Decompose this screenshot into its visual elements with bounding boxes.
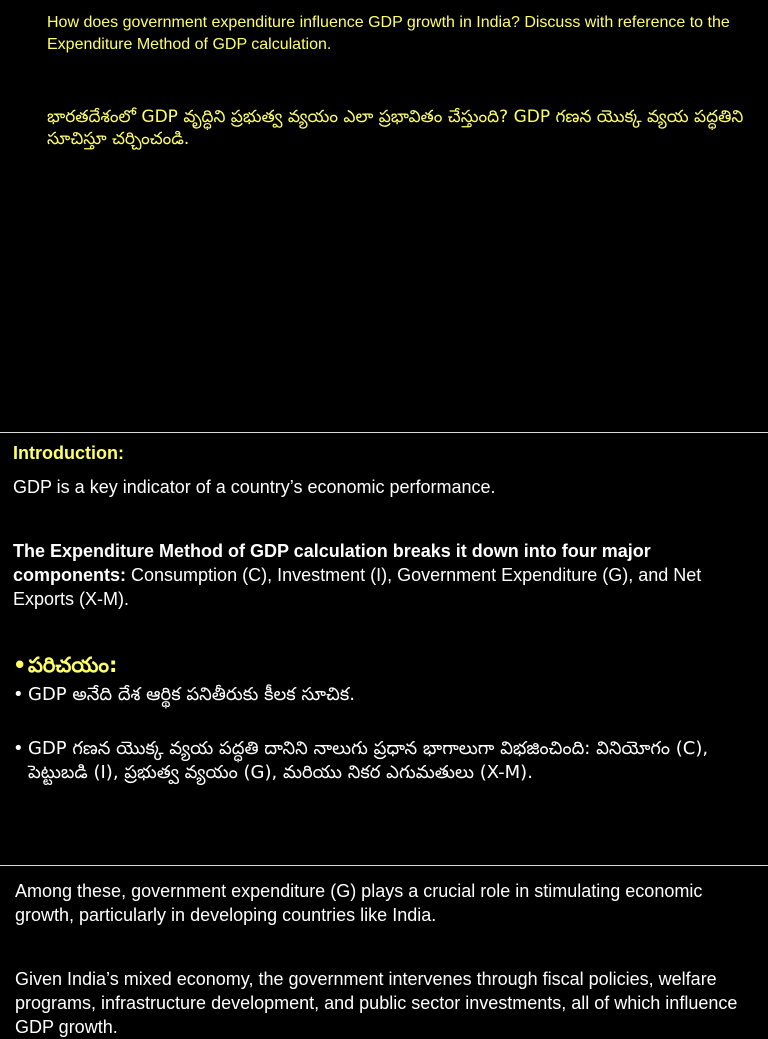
bullet-icon: • <box>13 738 24 759</box>
expenditure-method-paragraph <box>13 539 755 611</box>
government-expenditure-paragraph: Among these, government expenditure (G) plays a crucial role in stimulating economic growth, particularly in developing countries like India. <box>15 881 703 925</box>
telugu-item-text: GDP అనేది దేశ ఆర్థిక పనితీరుకు కీలక సూచిక. <box>28 684 355 705</box>
expenditure-method-components: Consumption (C), Investment (I), Government Expenditure (G), and Net Exports (X-M). <box>13 565 702 609</box>
question-english: How does government expenditure influence GDP growth in India? Discuss with reference to the Expenditure Method of GDP calculation. <box>47 14 730 53</box>
slide-introduction <box>0 433 768 865</box>
mixed-economy-paragraph: Given India’s mixed economy, the government intervenes through fiscal policies, welfare programs, infrastructure development, and public sector investments, all of which influence GDP growth. <box>15 969 738 1037</box>
telugu-heading-text: పరిచయం: <box>28 653 118 677</box>
list-item <box>13 683 755 707</box>
telugu-introduction-heading <box>13 651 755 679</box>
introduction-heading: Introduction: <box>13 443 124 463</box>
expenditure-method-bold: The Expenditure Method of GDP calculation breaks it down into four major components: <box>13 541 651 585</box>
telugu-item-text: GDP గణన యొక్క వ్యయ పద్ధతి దానిని నాలుగు ప్రధాన భాగాలుగా విభజించింది: వినియోగం (C), పెట్టుబడి (I), ప్రభుత్వ వ్యయం (G), మరియు నికర ఎగుమతులు (X-M). <box>28 738 709 783</box>
question-telugu: భారతదేశంలో GDP వృద్ధిని ప్రభుత్వ వ్యయం ఎలా ప్రభావితం చేస్తుంది? GDP గణన యొక్క వ్యయ పద్ధతిని సూచిస్తూ చర్చించండి. <box>47 107 744 149</box>
bullet-icon: • <box>13 653 27 677</box>
slide-question <box>0 0 768 432</box>
introduction-text: GDP is a key indicator of a country’s economic performance. <box>13 477 496 497</box>
telugu-bullet-list <box>13 651 755 785</box>
slide-government-expenditure <box>0 866 768 1037</box>
bullet-icon: • <box>13 684 24 705</box>
list-item <box>13 737 755 785</box>
